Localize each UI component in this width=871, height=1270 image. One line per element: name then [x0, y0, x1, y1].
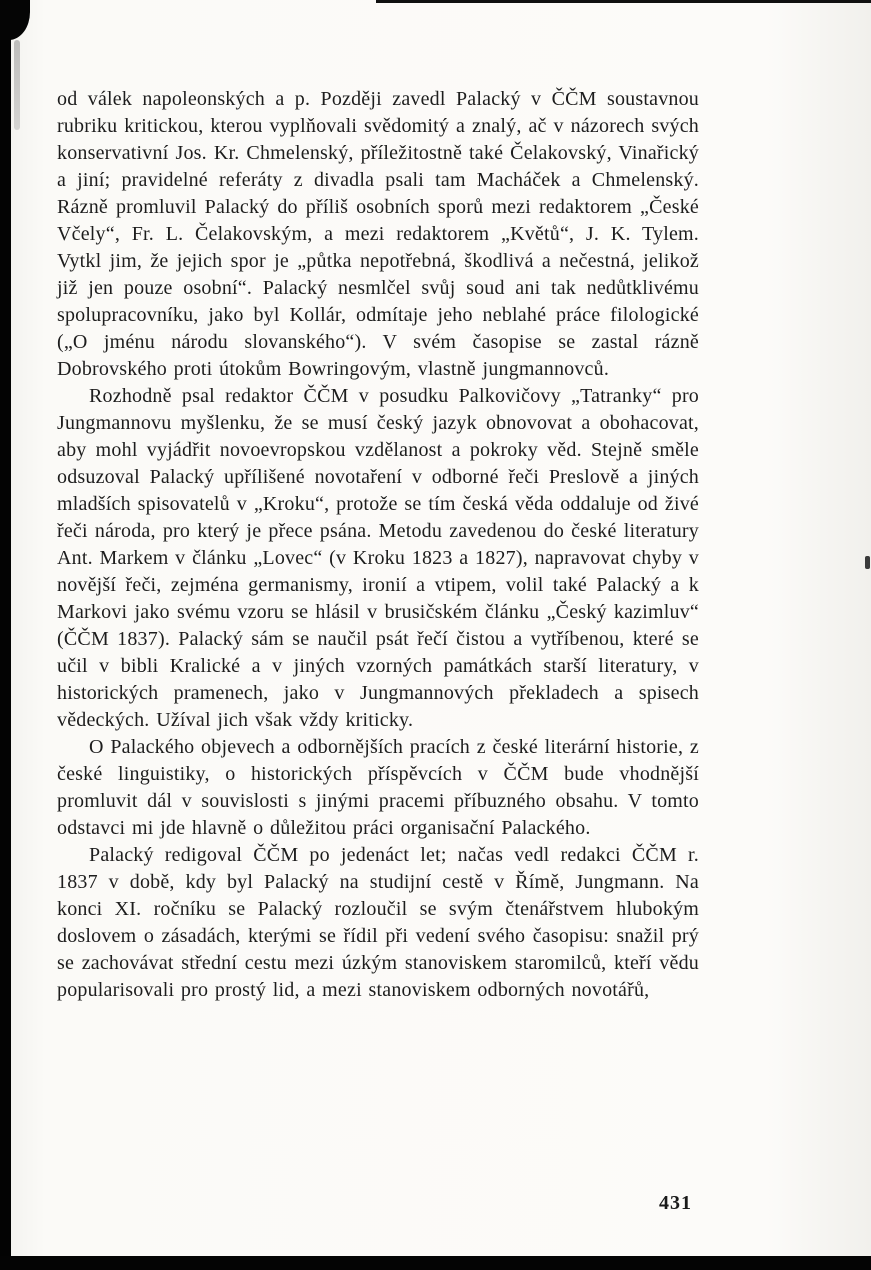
scan-artifact-left-edge	[0, 0, 11, 1270]
page-number: 431	[659, 1192, 692, 1214]
page-text-block	[57, 86, 699, 1004]
paragraph: Rozhodně psal redaktor ČČM v posudku Palkovičovy „Tatranky“ pro Jungmannovu myšlenku, že se musí český jazyk obnovovat a obohacovat, aby mohl vyjádřit novoevropskou vzdělanost a pokroky věd. Stejně směle odsuzoval Palacký upřílišené novotaření v odborné řeči Preslově a jiných mladších spisovatelů v „Kroku“, protože se tím česká věda oddaluje od živé řeči národa, pro který je přece psána. Metodu zavedenou do české literatury Ant. Markem v článku „Lovec“ (v Kroku 1823 a 1827), napravovat chyby v novější řeči, zejména germanismy, ironií a vtipem, volil také Palacký a k Markovi jako svému vzoru se hlásil v brusičském článku „Český kazimluv“ (ČČM 1837). Palacký sám se naučil psát řečí čistou a vytříbenou, které se učil v bibli Kralické a v jiných vzorných památkách starší literatury, v historických pramenech, jako v Jungmannových překladech a spisech vědeckých. Užíval jich však vždy kriticky.	[57, 385, 699, 731]
scan-artifact-top-left-corner	[0, 0, 30, 40]
paragraph-continuation: od válek napoleonských a p. Později zavedl Palacký v ČČM soustavnou rubriku kritickou, kterou vyplňovali svědomitý a znalý, ač v názorech svých konservativní Jos. Kr. Chmelenský, příležitostně také Čelakovský, Vinařický a jiní; pravidelné referáty z divadla psali tam Macháček a Chmelenský. Rázně promluvil Palacký do příliš osobních sporů mezi redaktorem „České Včely“, Fr. L. Čelakovským, a mezi redaktorem „Květů“, J. K. Tylem. Vytkl jim, že jejich spor je „půtka nepotřebná, škodlivá a nečestná, jelikož již jen pouze osobní“. Palacký nesmlčel svůj soud ani tak nedůtklivému spolupracovníku, jako byl Kollár, odmítaje jeho neblahé práce filologické („O jménu národu slovanského“). V svém časopise se zastal rázně Dobrovského proti útokům Bowringovým, vlastně jungmannovců.	[57, 88, 699, 380]
scan-artifact-smudge	[14, 40, 20, 130]
paragraph: Palacký redigoval ČČM po jedenáct let; načas vedl redakci ČČM r. 1837 v době, kdy byl Palacký na studijní cestě v Římě, Jungmann. Na konci XI. ročníku se Palacký rozloučil se svým čtenářstvem hlubokým doslovem o zásadách, kterými se řídil při vedení svého časopisu: snažil prý se zachovávat střední cestu mezi úzkým stanoviskem staromilců, kteří vědu popularisovali pro prostý lid, a mezi stanoviskem odborných novotářů,	[57, 844, 699, 1001]
scan-artifact-right-edge-mark	[865, 556, 870, 569]
scan-artifact-top-edge-line	[376, 0, 871, 3]
paragraph: O Palackého objevech a odbornějších pracích z české literární historie, z české linguistiky, o historických příspěvcích v ČČM bude vhodnější promluvit dál v souvislosti s jinými pracemi příbuzného obsahu. V tomto odstavci mi jde hlavně o důležitou práci organisační Palackého.	[57, 736, 699, 839]
scan-artifact-bottom-edge	[0, 1256, 871, 1270]
